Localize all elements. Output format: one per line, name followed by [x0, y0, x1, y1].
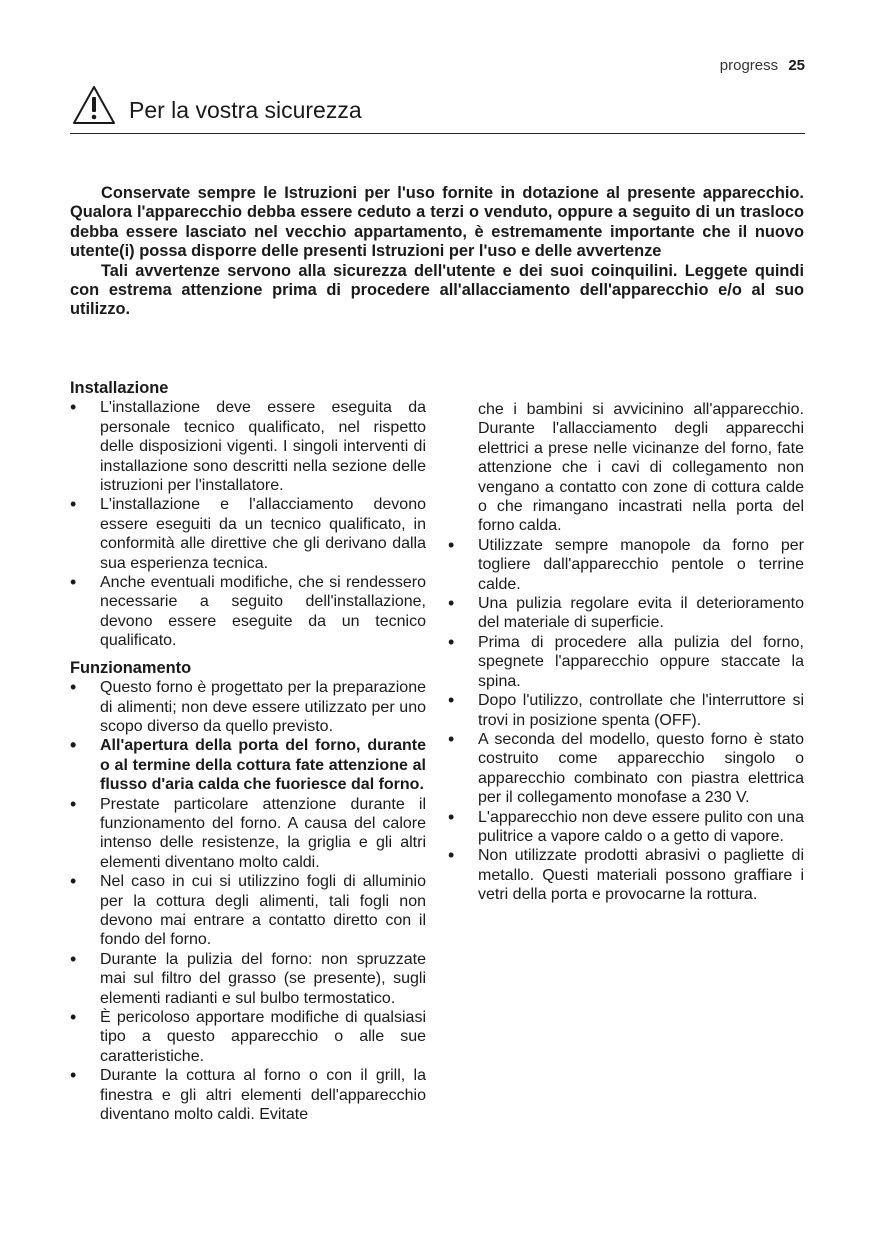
list-item: • A seconda del modello, questo forno è stato costruito come apparecchio singolo o apparecchio combinato con piastra elettrica per il collegamento monofase a 230 V. — [448, 730, 804, 808]
right-column — [448, 400, 804, 905]
page-number: 25 — [788, 57, 805, 74]
list-item: • Durante la cottura al forno o con il grill, la finestra e gli altri elementi dell'apparecchio diventano molto caldi. Evitate — [70, 1066, 426, 1124]
warning-triangle-icon — [72, 85, 116, 125]
list-item: • Non utilizzate prodotti abrasivi o pagliette di metallo. Questi materiali possono graffiare i vetri della porta e provocarne la rottura. — [448, 846, 804, 904]
list-item: • Una pulizia regolare evita il deterioramento del materiale di superficie. — [448, 594, 804, 633]
list-item: • Prestate particolare attenzione durante il funzionamento del forno. A causa del calore intenso delle resistenze, la griglia e gli altri elementi diventano molto caldi. — [70, 795, 426, 873]
list-item: • Anche eventuali modifiche, che si rendessero necessarie a seguito dell'installazione, devono essere eseguite da un tecnico qualificato. — [70, 573, 426, 651]
page-header — [720, 57, 805, 74]
intro-paragraph: Tali avvertenze servono alla sicurezza dell'utente e dei suoi coinquilini. Leggete quindi con estrema attenzione prima di procedere all'allacciamento dell'apparecchio e/o al suo utilizzo. — [70, 261, 804, 319]
funzionamento-heading: Funzionamento — [70, 658, 192, 677]
page-title: Per la vostra sicurezza — [129, 97, 362, 123]
installazione-list — [70, 398, 426, 650]
list-item: • L'installazione e l'allacciamento devono essere eseguiti da un tecnico qualificato, in conformità alle direttive che gli derivano dalla sua esperienza tecnica. — [70, 495, 426, 573]
list-item: • Questo forno è progettato per la preparazione di alimenti; non deve essere utilizzato per uno scopo diverso da quello previsto. — [70, 678, 426, 736]
funzionamento-list — [70, 678, 426, 1124]
brand-name: progress — [719, 57, 779, 74]
list-item-continuation: che i bambini si avvicinino all'apparecchio. Durante l'allacciamento degli apparecchi elettrici a prese nelle vicinanze del forno, fate attenzione che i cavi di collegamento non vengano a contatto con zone di cottura calde o che rimangano incastrati nella porta del forno calda. — [478, 401, 804, 535]
installazione-heading: Installazione — [70, 379, 169, 397]
intro-paragraph: Conservate sempre le Istruzioni per l'uso fornite in dotazione al presente apparecchio. Qualora l'apparecchio debba essere ceduto a terzi o venduto, oppure a seguito di un trasloco debba essere lasciato nel vecchio appartamento, è estremamente importante che il nuovo utente(i) possa disporre delle presenti Istruzioni per l'uso e delle avvertenze — [70, 184, 804, 261]
funzionamento-list-continued — [448, 536, 804, 905]
left-column — [70, 379, 426, 1124]
list-item-bold: • All'apertura della porta del forno, durante o al termine della cottura fate attenzione al flusso d'aria calda che fuoriesce dal forno. — [70, 736, 426, 794]
list-item: • Utilizzate sempre manopole da forno per togliere dall'apparecchio pentole o terrine calde. — [448, 536, 804, 594]
list-item: • Durante la pulizia del forno: non spruzzate mai sul filtro del grasso (se presente), sugli elementi radianti e sul bulbo termostatico. — [70, 950, 426, 1008]
list-item: • Prima di procedere alla pulizia del forno, spegnete l'apparecchio oppure staccate la spina. — [448, 633, 804, 691]
list-item: • L'installazione deve essere eseguita da personale tecnico qualificato, nel rispetto delle disposizioni vigenti. I singoli interventi di installazione sono descritti nella sezione delle istruzioni per l'installatore. — [70, 398, 426, 495]
list-item: • È pericoloso apportare modifiche di qualsiasi tipo a questo apparecchio o alle sue caratteristiche. — [70, 1008, 426, 1066]
list-item: • Dopo l'utilizzo, controllate che l'interruttore si trovi in posizione spenta (OFF). — [448, 691, 804, 730]
section-title-bar — [70, 83, 805, 134]
list-item: • Nel caso in cui si utilizzino fogli di alluminio per la cottura degli alimenti, tali fogli non devono mai entrare a contatto diretto con il fondo del forno. — [70, 872, 426, 950]
list-item: • L'apparecchio non deve essere pulito con una pulitrice a vapore caldo o a getto di vapore. — [448, 808, 804, 847]
intro-notice — [70, 184, 804, 320]
